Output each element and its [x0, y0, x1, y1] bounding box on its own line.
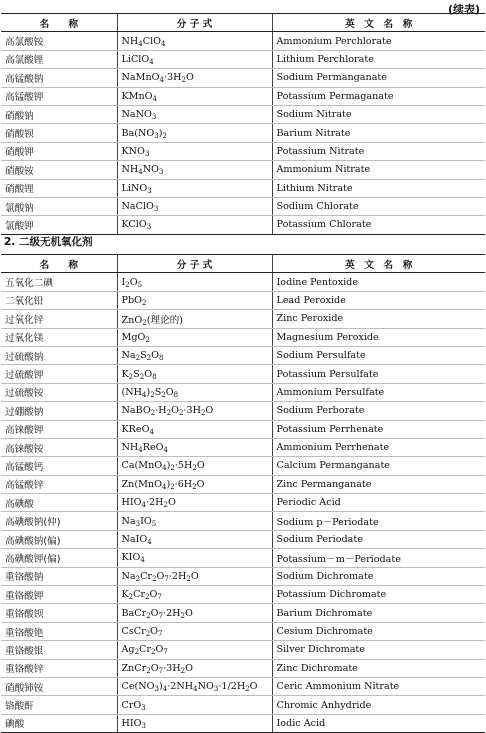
- english-name: Zinc Peroxide: [272, 310, 485, 328]
- english-name: Sodium Permanganate: [272, 69, 485, 87]
- chemical-formula: NaClO$_3$: [117, 197, 272, 215]
- header-formula: 分 子 式: [117, 14, 272, 32]
- table-row: [1, 420, 485, 438]
- chemical-name: 硝酸钾: [1, 142, 117, 160]
- chemical-formula: CrO$_3$: [117, 696, 272, 714]
- chemical-name: 硝酸铈铵: [1, 677, 117, 695]
- chemical-name: 重铬酸钠: [1, 567, 117, 585]
- table-row: [1, 641, 485, 659]
- english-name: Sodium Persulfate: [272, 346, 485, 364]
- english-name: Barium Dichromate: [272, 604, 485, 622]
- english-name: Zinc Permanganate: [272, 475, 485, 493]
- english-name: Potassium Chlorate: [272, 216, 485, 234]
- table-row: [1, 179, 485, 197]
- table-row: [1, 105, 485, 123]
- chemical-formula: NaNO$_3$: [117, 105, 272, 123]
- chemical-formula: $KNO_3$: [117, 142, 272, 160]
- chemical-formula: $KIO_4$: [117, 549, 272, 567]
- english-name: Potassium－m－Periodate: [272, 549, 485, 567]
- header-formula: 分 子 式: [117, 255, 272, 273]
- table-row: [1, 291, 485, 309]
- chemical-name: 高碘酸钠(偏): [1, 530, 117, 548]
- chemical-formula: $NaBO_2\cdot H_2O_2\cdot 3H_2O$: [117, 402, 272, 420]
- chemical-name: 硝酸铵: [1, 161, 117, 179]
- table-row: [1, 216, 485, 234]
- table-row: [1, 365, 485, 383]
- english-name: Sodium Nitrate: [272, 105, 485, 123]
- chemical-formula: NaIO$_4$: [117, 530, 272, 548]
- english-name: Calcium Permanganate: [272, 457, 485, 475]
- chemical-name: 高氯酸锂: [1, 50, 117, 68]
- english-name: Potassium Nitrate: [272, 142, 485, 160]
- table-row: [1, 124, 485, 142]
- english-name: Sodium Chlorate: [272, 197, 485, 215]
- chemical-formula: $Na_2Cr_2O_7\cdot 2H_2O$: [117, 567, 272, 585]
- chemical-formula: $Ag_2Cr_2O_7$: [117, 641, 272, 659]
- table-row: [1, 659, 485, 677]
- chemical-name: 过硫酸铵: [1, 383, 117, 401]
- chemical-formula: LiClO$_4$: [117, 50, 272, 68]
- chemical-formula: $K_2Cr_2O_7$: [117, 586, 272, 604]
- english-name: Lead Peroxide: [272, 291, 485, 309]
- chemical-formula: $I_2O_5$: [117, 273, 272, 291]
- chemical-name: 重铬酸铯: [1, 622, 117, 640]
- header-english: 英 文 名 称: [272, 255, 485, 273]
- chemical-formula: $HIO_4\cdot 2H_2O$: [117, 494, 272, 512]
- table-row: [1, 696, 485, 714]
- table-row: [1, 475, 485, 493]
- chemical-name: 高锰酸锌: [1, 475, 117, 493]
- english-name: Iodic Acid: [272, 714, 485, 732]
- chemical-name: 过氧化镁: [1, 328, 117, 346]
- english-name: Periodic Acid: [272, 494, 485, 512]
- chemical-formula: $NH_4ClO_4$: [117, 32, 272, 50]
- table-row: [1, 273, 485, 291]
- chemical-formula: $Ce(NO_3)_4\cdot 2NH_4NO_3\cdot 1/2H_2O$: [117, 677, 272, 695]
- chemical-formula: $K_2S_2O_8$: [117, 365, 272, 383]
- chemical-name: 过氧化锌: [1, 310, 117, 328]
- english-name: Zinc Dichromate: [272, 659, 485, 677]
- chemical-name: 高碘酸钾(偏): [1, 549, 117, 567]
- chemical-name: 过硫酸钠: [1, 346, 117, 364]
- english-name: Barium Nitrate: [272, 124, 485, 142]
- table-row: [1, 87, 485, 105]
- table-row: [1, 197, 485, 215]
- chemical-formula: $NH_4ReO_4$: [117, 438, 272, 456]
- chemical-name: 高碘酸钠(仲): [1, 512, 117, 530]
- chemical-formula: KMnO$_4$: [117, 87, 272, 105]
- chemical-name: 高碘酸: [1, 494, 117, 512]
- english-name: Sodium Perborate: [272, 402, 485, 420]
- chemical-name: 过硼酸钠: [1, 402, 117, 420]
- chemical-formula: LiNO$_3$: [117, 179, 272, 197]
- english-name: Lithium Perchlorate: [272, 50, 485, 68]
- chemical-name: 过硫酸钾: [1, 365, 117, 383]
- oxidizer-table-1: [1, 13, 485, 235]
- table-row: [1, 328, 485, 346]
- english-name: Potassium Persulfate: [272, 365, 485, 383]
- table-row: [1, 604, 485, 622]
- chemical-name: 氯酸钾: [1, 216, 117, 234]
- chemical-formula: KReO$_4$: [117, 420, 272, 438]
- chemical-name: 五氧化二碘: [1, 273, 117, 291]
- table-row: [1, 142, 485, 160]
- chemical-formula: PbO$_2$: [117, 291, 272, 309]
- chemical-formula: $BaCr_2O_7\cdot 2H_2O$: [117, 604, 272, 622]
- chemical-name: 高铼酸钾: [1, 420, 117, 438]
- chemical-name: 碘酸: [1, 714, 117, 732]
- english-name: Ceric Ammonium Nitrate: [272, 677, 485, 695]
- table-header-row: [1, 14, 485, 32]
- chemical-name: 氯酸钠: [1, 197, 117, 215]
- chemical-name: 硝酸锂: [1, 179, 117, 197]
- chemical-name: 硝酸钠: [1, 105, 117, 123]
- english-name: Silver Dichromate: [272, 641, 485, 659]
- table-header-row: [1, 255, 485, 273]
- english-name: Sodium p－Periodate: [272, 512, 485, 530]
- english-name: Ammonium Perrhenate: [272, 438, 485, 456]
- chemical-formula: $Ca(MnO_4)_2\cdot 5H_2O$: [117, 457, 272, 475]
- chemical-name: 高锰酸钠: [1, 69, 117, 87]
- chemical-name: 二氧化铅: [1, 291, 117, 309]
- english-name: Ammonium Persulfate: [272, 383, 485, 401]
- english-name: Ammonium Nitrate: [272, 161, 485, 179]
- english-name: Potassium Dichromate: [272, 586, 485, 604]
- chemical-name: 重铬酸钾: [1, 586, 117, 604]
- table-row: [1, 346, 485, 364]
- table-row: [1, 457, 485, 475]
- chemical-name: 铬酸酐: [1, 696, 117, 714]
- english-name: Potassium Permaganate: [272, 87, 485, 105]
- chemical-formula: $(NH_4)_2S_2O_8$: [117, 383, 272, 401]
- english-name: Iodine Pentoxide: [272, 273, 485, 291]
- header-name: 名 称: [1, 14, 117, 32]
- table-row: [1, 50, 485, 68]
- table-row: [1, 69, 485, 87]
- table-row: [1, 438, 485, 456]
- english-name: Chromic Anhydride: [272, 696, 485, 714]
- chemical-name: 高铼酸铵: [1, 438, 117, 456]
- table-row: [1, 586, 485, 604]
- table-row: [1, 402, 485, 420]
- chemical-formula: $NaMnO_4\cdot 3H_2O$: [117, 69, 272, 87]
- english-name: Lithium Nitrate: [272, 179, 485, 197]
- table-row: [1, 494, 485, 512]
- table-row: [1, 32, 485, 50]
- chemical-formula: $Zn(MnO_4)_2\cdot 6H_2O$: [117, 475, 272, 493]
- chemical-formula: $Ba(NO_3)_2$: [117, 124, 272, 142]
- table-row: [1, 310, 485, 328]
- chemical-name: 重铬酸银: [1, 641, 117, 659]
- english-name: Ammonium Perchlorate: [272, 32, 485, 50]
- english-name: Cesium Dichromate: [272, 622, 485, 640]
- continued-label: (续表): [447, 3, 480, 16]
- chemical-name: 高锰酸钙: [1, 457, 117, 475]
- chemical-formula: MgO$_2$: [117, 328, 272, 346]
- table-row: [1, 677, 485, 695]
- header-name: 名 称: [1, 255, 117, 273]
- table-row: [1, 622, 485, 640]
- table-row: [1, 512, 485, 530]
- chemical-name: 高氯酸铵: [1, 32, 117, 50]
- table-row: [1, 567, 485, 585]
- oxidizer-table-2: [1, 254, 485, 733]
- chemical-formula: $Na_2S_2O_8$: [117, 346, 272, 364]
- english-name: Potassium Perrhenate: [272, 420, 485, 438]
- table-row: [1, 714, 485, 732]
- table-row: [1, 383, 485, 401]
- chemical-formula: ZnO$_2$(理论的): [117, 310, 272, 328]
- chemical-name: 硝酸钡: [1, 124, 117, 142]
- chemical-name: 重铬酸锌: [1, 659, 117, 677]
- section-title: 2. 二级无机氧化剂: [4, 236, 93, 248]
- chemical-name: 重铬酸钡: [1, 604, 117, 622]
- table-row: [1, 549, 485, 567]
- chemical-formula: $HIO_3$: [117, 714, 272, 732]
- table-2-body: [1, 273, 485, 733]
- chemical-formula: $NH_4NO_3$: [117, 161, 272, 179]
- chemical-formula: KClO$_3$: [117, 216, 272, 234]
- header-english: 英 文 名 称: [272, 14, 485, 32]
- table-row: [1, 530, 485, 548]
- english-name: Magnesium Peroxide: [272, 328, 485, 346]
- table-row: [1, 161, 485, 179]
- english-name: Sodium Dichromate: [272, 567, 485, 585]
- chemical-formula: $Na_3IO_5$: [117, 512, 272, 530]
- chemical-name: 高锰酸钾: [1, 87, 117, 105]
- chemical-formula: $ZnCr_2O_7\cdot 3H_2O$: [117, 659, 272, 677]
- chemical-formula: $CsCr_2O_7$: [117, 622, 272, 640]
- table-1-body: [1, 32, 485, 234]
- english-name: Sodium Periodate: [272, 530, 485, 548]
